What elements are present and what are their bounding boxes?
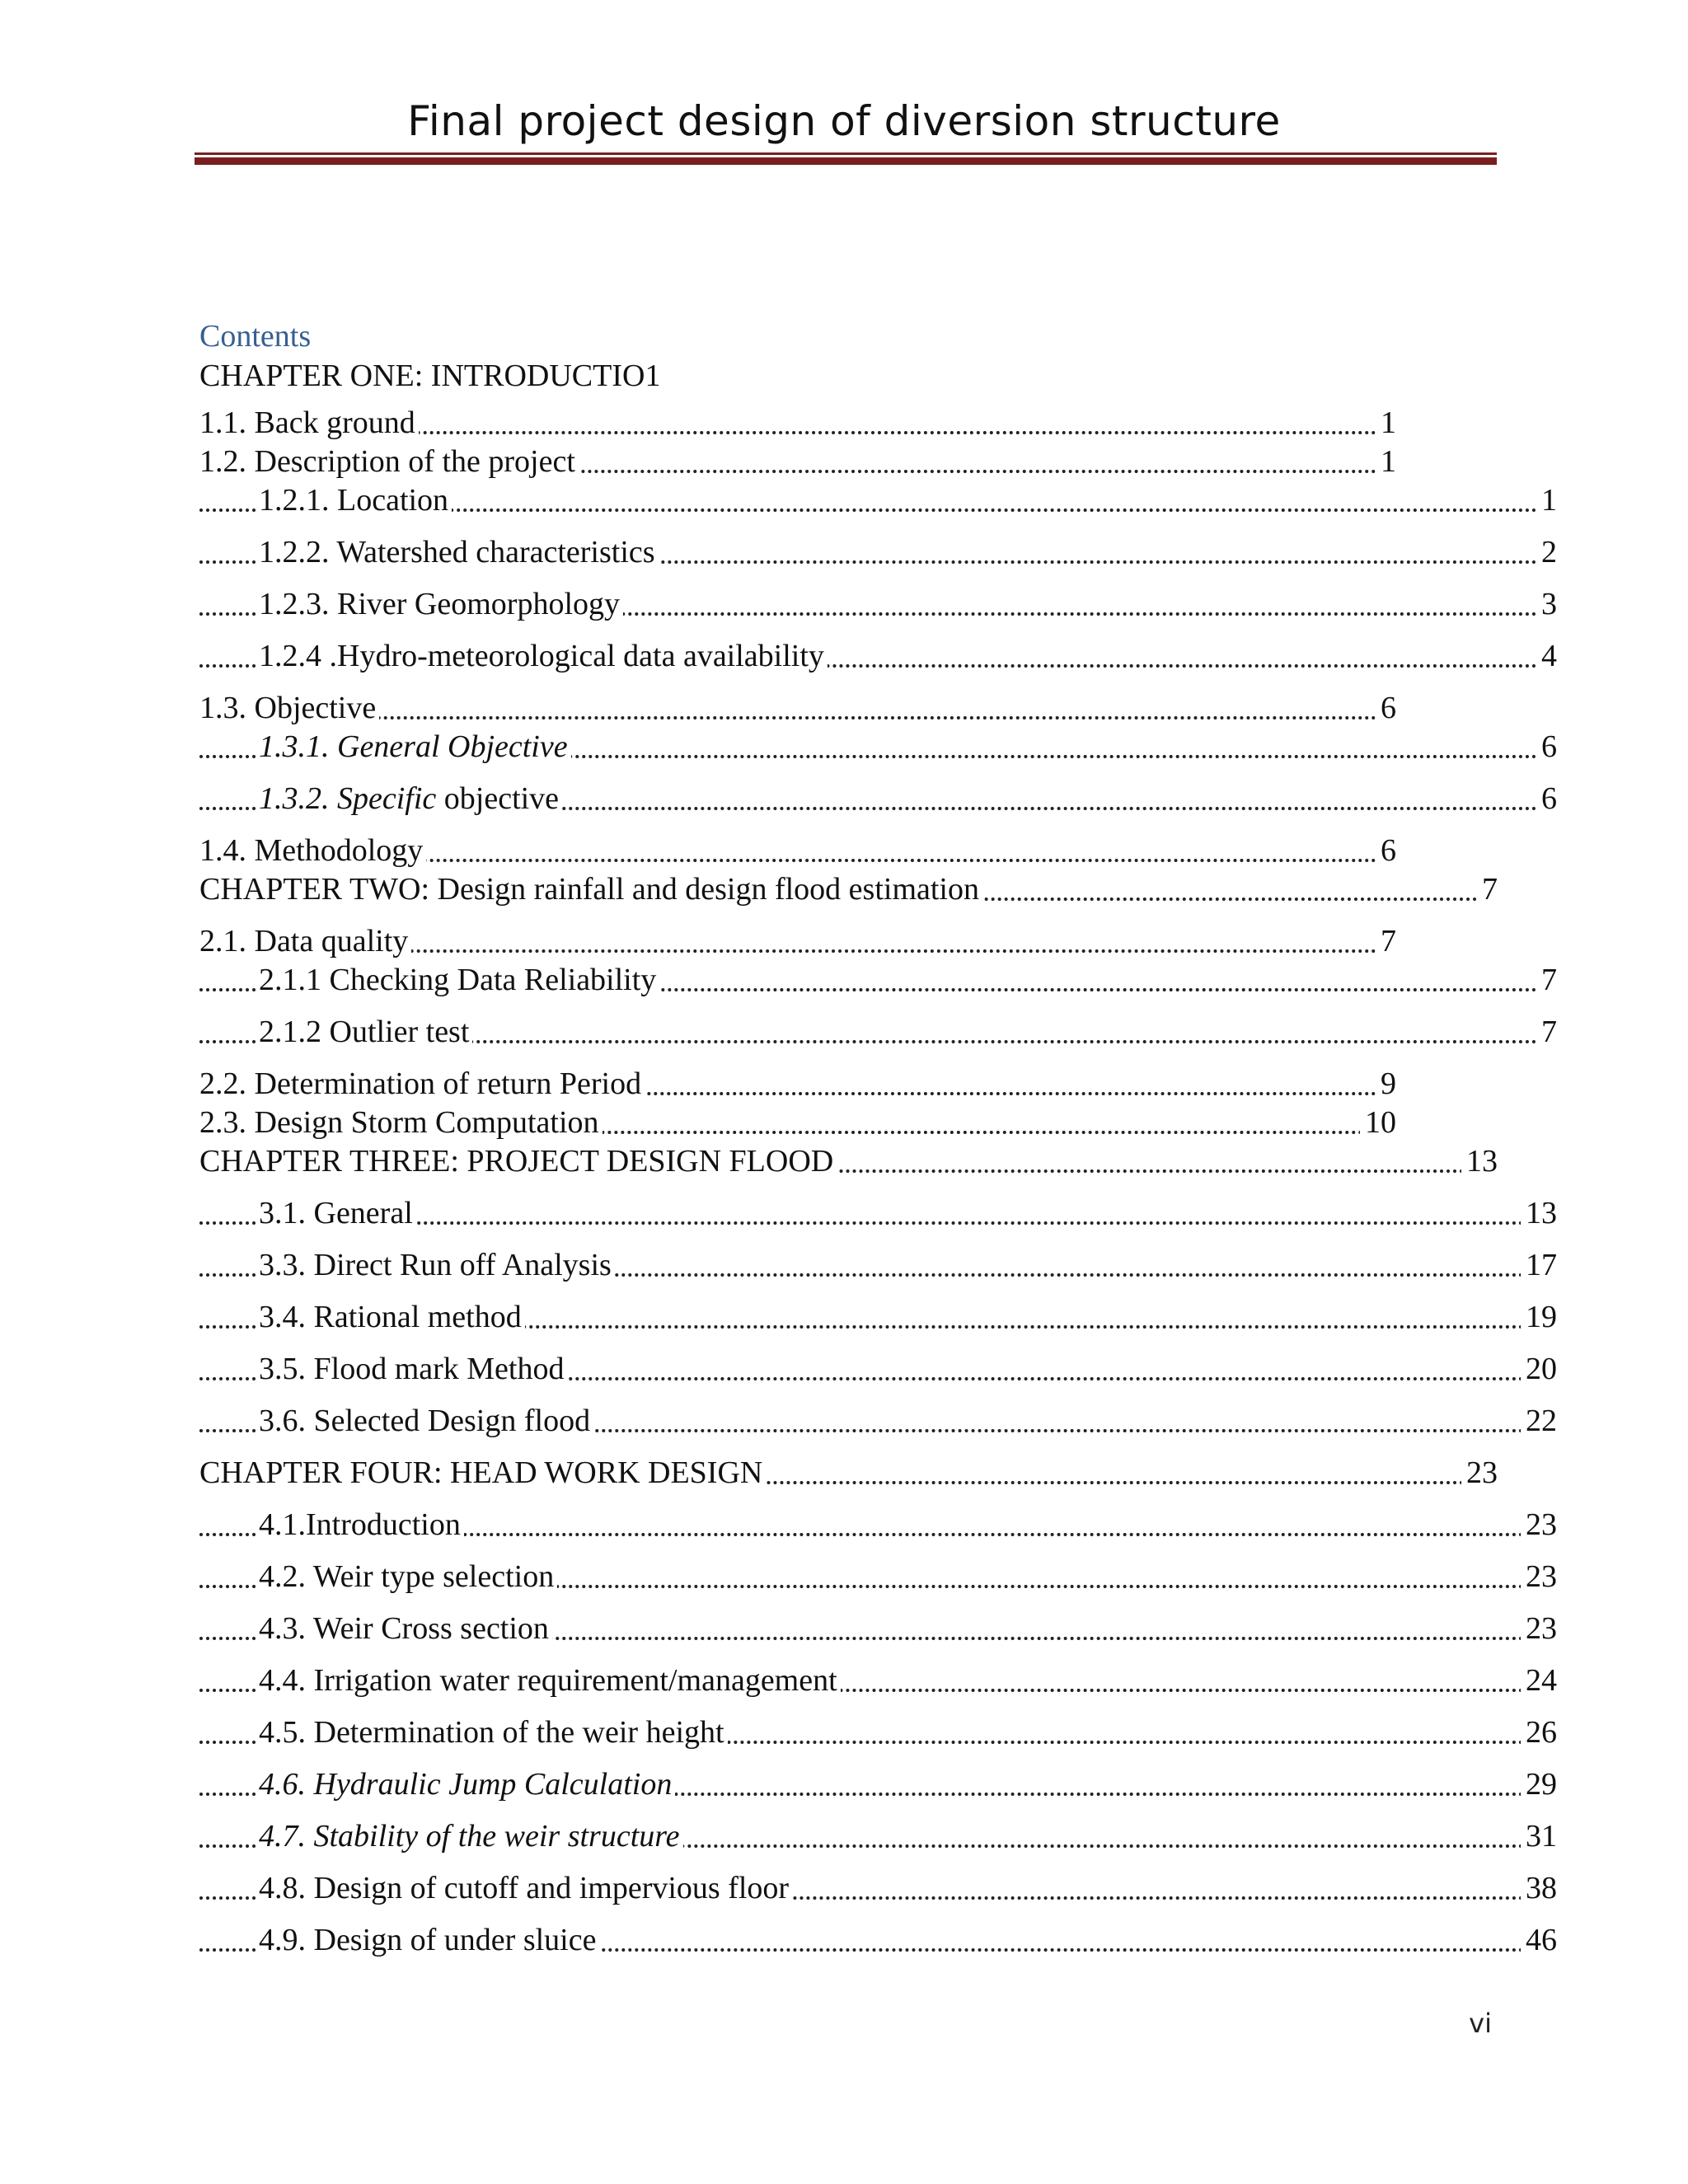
toc-entry[interactable]	[199, 1661, 1557, 1700]
toc-entry[interactable]	[199, 1298, 1557, 1337]
toc-entry-label: 3.3. Direct Run off Analysis	[259, 1248, 615, 1282]
toc-entry[interactable]	[199, 404, 1396, 443]
toc-entry-label: 4.3. Weir Cross section	[259, 1611, 552, 1646]
toc-entry[interactable]	[199, 1065, 1396, 1104]
toc-entry-page: 26	[1521, 1713, 1557, 1752]
toc-entry[interactable]	[199, 689, 1396, 728]
toc-entry[interactable]	[199, 637, 1557, 676]
toc-entry-label: 4.4. Irrigation water requirement/management	[259, 1663, 841, 1698]
toc-entry-label: CHAPTER THREE: PROJECT DESIGN FLOOD	[199, 1144, 837, 1179]
toc-entry-list	[199, 357, 1557, 1960]
toc-entry-page: 1	[1376, 443, 1396, 481]
toc-entry-page: 20	[1521, 1350, 1557, 1389]
toc-entry-label: 2.3. Design Storm Computation	[199, 1105, 603, 1140]
toc-entry-label: 3.4. Rational method	[259, 1300, 525, 1334]
toc-entry[interactable]	[199, 585, 1557, 624]
toc-entry-label: 2.2. Determination of return Period	[199, 1066, 645, 1101]
toc-entry-page: 1	[1536, 481, 1557, 520]
toc-entry-label: 3.1. General	[259, 1196, 416, 1230]
toc-entry-label: 4.1.Introduction	[259, 1507, 464, 1542]
toc-entry-page: 23	[1521, 1558, 1557, 1596]
toc-entry-page: 13	[1461, 1142, 1498, 1181]
toc-entry-label: 1.1. Back ground	[199, 405, 419, 440]
toc-entry[interactable]	[199, 1104, 1396, 1142]
toc-entry[interactable]	[199, 961, 1557, 1000]
table-of-contents	[199, 316, 1557, 1960]
toc-entry[interactable]	[199, 1246, 1557, 1285]
toc-entry-label: 1.4. Methodology	[199, 833, 426, 868]
toc-entry-label: 1.2.1. Location	[259, 483, 452, 518]
toc-entry-page: 46	[1521, 1921, 1557, 1960]
header-rule-thin	[195, 152, 1497, 155]
toc-entry-page: 2	[1536, 533, 1557, 572]
toc-entry[interactable]	[199, 1817, 1557, 1856]
toc-entry[interactable]	[199, 357, 1498, 396]
toc-entry-label: 1.2.3. River Geomorphology	[259, 587, 623, 621]
toc-entry-page: 23	[1461, 1454, 1498, 1493]
toc-entry-page: 7	[1536, 1013, 1557, 1052]
toc-entry-page: 1	[1376, 404, 1396, 443]
toc-entry-label: 2.1.1 Checking Data Reliability	[259, 963, 659, 997]
toc-entry[interactable]	[199, 832, 1396, 870]
toc-entry-label: 2.1.2 Outlier test	[259, 1015, 472, 1049]
toc-entry[interactable]	[199, 1921, 1557, 1960]
toc-entry-page: 19	[1521, 1298, 1557, 1337]
toc-entry[interactable]	[199, 1013, 1557, 1052]
toc-entry[interactable]	[199, 870, 1498, 909]
toc-entry[interactable]	[199, 533, 1557, 572]
toc-entry-label-italic: 1.3.2. Specific	[259, 781, 437, 816]
header-rule-thick	[195, 157, 1497, 165]
toc-entry-page: 7	[1536, 961, 1557, 1000]
toc-entry-page: 6	[1376, 832, 1396, 870]
toc-entry[interactable]	[199, 1402, 1557, 1441]
toc-entry[interactable]	[199, 1350, 1557, 1389]
toc-entry-label: 1.3. Objective	[199, 691, 379, 725]
toc-entry-page: 7	[1477, 870, 1498, 909]
toc-entry[interactable]	[199, 1506, 1557, 1544]
toc-entry-page: 1	[645, 359, 661, 393]
toc-entry-page: 6	[1536, 728, 1557, 766]
toc-entry-label: 3.5. Flood mark Method	[259, 1352, 567, 1386]
toc-entry-page: 3	[1536, 585, 1557, 624]
toc-entry-label: 2.1. Data quality	[199, 924, 411, 958]
toc-entry[interactable]	[199, 1765, 1557, 1804]
toc-entry-page: 31	[1521, 1817, 1557, 1856]
toc-entry[interactable]	[199, 1869, 1557, 1908]
toc-entry[interactable]	[199, 1558, 1557, 1596]
toc-entry[interactable]	[199, 780, 1557, 818]
toc-entry-label: 1.2.4 .Hydro-meteorological data availability	[259, 639, 828, 673]
toc-entry[interactable]	[199, 1194, 1557, 1233]
toc-entry[interactable]	[199, 1142, 1498, 1181]
toc-entry-label: 4.2. Weir type selection	[259, 1559, 557, 1594]
toc-entry-label: 1.3.1. General Objective	[259, 729, 571, 764]
toc-entry[interactable]	[199, 1713, 1557, 1752]
toc-entry-label: 4.8. Design of cutoff and impervious floor	[259, 1871, 792, 1905]
toc-entry[interactable]	[199, 1610, 1557, 1648]
toc-entry-page: 24	[1521, 1661, 1557, 1700]
toc-entry-label: CHAPTER ONE: INTRODUCTIO	[199, 359, 645, 393]
toc-heading: Contents	[199, 319, 312, 354]
toc-entry[interactable]	[199, 481, 1557, 520]
toc-entry-label	[259, 781, 562, 816]
toc-entry-page: 22	[1521, 1402, 1557, 1441]
toc-entry-label: 1.2. Description of the project	[199, 444, 579, 479]
running-header-title: Final project design of diversion structure	[407, 97, 1281, 145]
toc-entry-page: 13	[1521, 1194, 1557, 1233]
toc-entry-page: 6	[1536, 780, 1557, 818]
toc-entry-page: 23	[1521, 1610, 1557, 1648]
toc-entry-label: 4.7. Stability of the weir structure	[259, 1819, 683, 1854]
toc-entry-page: 10	[1360, 1104, 1396, 1142]
toc-entry-page: 7	[1376, 922, 1396, 961]
toc-entry-page: 4	[1536, 637, 1557, 676]
toc-entry-label-plain: objective	[436, 781, 560, 816]
toc-entry-label: 4.9. Design of under sluice	[259, 1923, 599, 1957]
toc-entry[interactable]	[199, 728, 1557, 766]
toc-entry-page: 29	[1521, 1765, 1557, 1804]
toc-entry[interactable]	[199, 443, 1396, 481]
toc-entry-page: 17	[1521, 1246, 1557, 1285]
toc-entry-page: 9	[1376, 1065, 1396, 1104]
toc-entry-page: 6	[1376, 689, 1396, 728]
page-number: vi	[1469, 2008, 1492, 2039]
toc-entry-label: 4.5. Determination of the weir height	[259, 1715, 728, 1750]
toc-entry-label: 1.2.2. Watershed characteristics	[259, 535, 659, 569]
toc-entry-page: 23	[1521, 1506, 1557, 1544]
toc-entry[interactable]	[199, 922, 1396, 961]
toc-entry-label: 3.6. Selected Design flood	[259, 1404, 593, 1438]
toc-entry-page: 38	[1521, 1869, 1557, 1908]
toc-entry-label: CHAPTER FOUR: HEAD WORK DESIGN	[199, 1455, 766, 1490]
toc-entry-label: 4.6. Hydraulic Jump Calculation	[259, 1767, 675, 1802]
toc-entry[interactable]	[199, 1454, 1498, 1493]
toc-entry-label: CHAPTER TWO: Design rainfall and design flood estimation	[199, 872, 982, 907]
